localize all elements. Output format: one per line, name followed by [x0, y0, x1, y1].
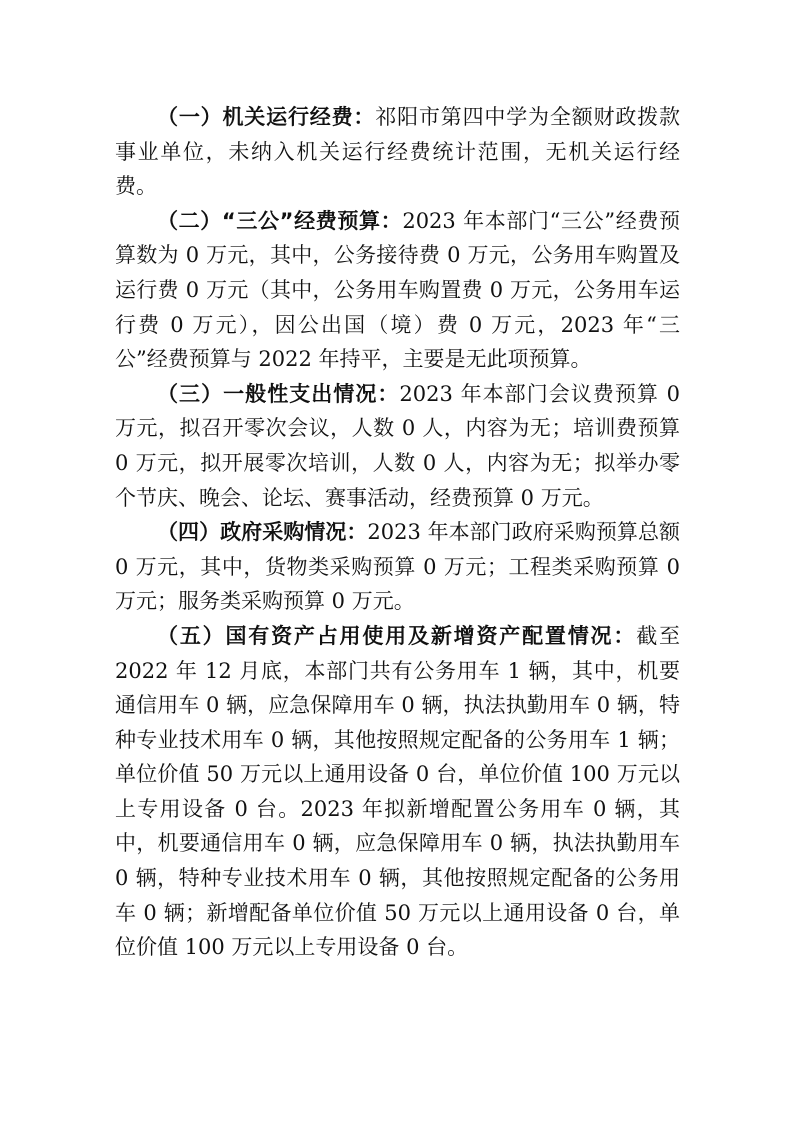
text-three-public-funds: 2023 年本部门“三公”经费预算数为 0 万元，其中，公务接待费 0 万元，公务用车购置及运行费 0 万元（其中，公务用车购置费 0 万元，公务用车运行费 0 万元），因公出国（境）费 0 万元，2023 年“三公”经费预算与 2022 年持平，主要是无此项预算。: [115, 208, 680, 372]
paragraph-state-assets: [115, 619, 680, 965]
document-body: [115, 100, 680, 965]
paragraph-general-expenditure: [115, 377, 680, 515]
text-procurement: 2023 年本部门政府采购预算总额 0 万元，其中，货物类采购预算 0 万元；工程类采购预算 0 万元；服务类采购预算 0 万元。: [115, 520, 681, 614]
heading-state-assets: （五）国有资产占用使用及新增资产配置情况：: [157, 623, 637, 648]
paragraph-procurement: [115, 515, 680, 619]
paragraph-operating-funds: [115, 100, 680, 204]
text-general-expenditure: 2023 年本部门会议费预算 0 万元，拟召开零次会议，人数 0 人，内容为无；培训费预算 0 万元，拟开展零次培训，人数 0 人，内容为无；拟举办零个节庆、晚会、论坛、赛事活动，经费预算 0 万元。: [115, 381, 680, 510]
heading-operating-funds: （一）机关运行经费：: [157, 105, 376, 129]
heading-three-public-funds: （二）“三公”经费预算：: [157, 208, 403, 233]
text-state-assets: 截至 2022 年 12 月底，本部门共有公务用车 1 辆，其中，机要通信用车 0 辆，应急保障用车 0 辆，执法执勤用车 0 辆，特种专业技术用车 0 辆，其他按照规定配备的公务用车 1 辆；单位价值 50 万元以上通用设备 0 台，单位价值 100 万元以上专用设备 0 台。2023 年拟新增配置公务用车 0 辆，其中，机要通信用车 0 辆，应急保障用车 0 辆，执法执勤用车 0 辆，特种专业技术用车 0 辆，其他按照规定配备的公务用车 0 辆；新增配备单位价值 50 万元以上通用设备 0 台，单位价值 100 万元以上专用设备 0 台。: [115, 623, 681, 960]
text-operating-funds: 祁阳市第四中学为全额财政拨款事业单位，未纳入机关运行经费统计范围，无机关运行经费。: [115, 105, 681, 199]
heading-procurement: （四）政府采购情况：: [157, 520, 368, 545]
paragraph-three-public-funds: [115, 204, 680, 377]
heading-general-expenditure: （三）一般性支出情况：: [157, 381, 400, 406]
